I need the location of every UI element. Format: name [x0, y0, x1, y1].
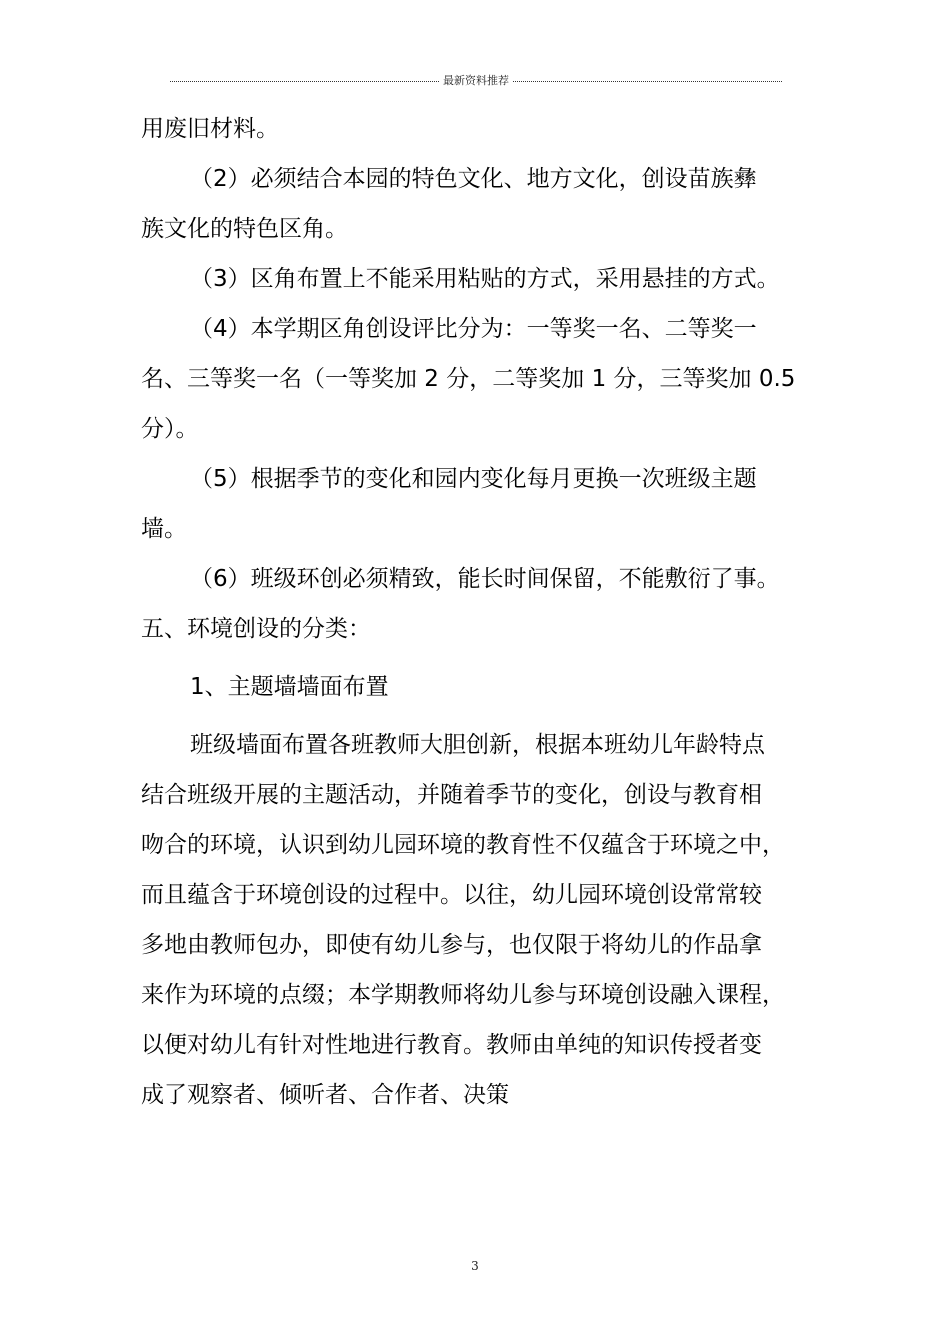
- paragraph-line: 多地由教师包办，即使有幼儿参与，也仅限于将幼儿的作品拿: [141, 932, 762, 958]
- header-title: 最新资料推荐: [443, 74, 509, 87]
- paragraph-line: 分）。: [141, 416, 199, 442]
- paragraph-line: （3）区角布置上不能采用粘贴的方式，采用悬挂的方式。: [190, 266, 780, 292]
- paragraph-line: 来作为环境的点缀；本学期教师将幼儿参与环境创设融入课程，: [141, 982, 785, 1008]
- paragraph-line: 吻合的环境，认识到幼儿园环境的教育性不仅蕴含于环境之中，: [141, 832, 785, 858]
- paragraph-line: 用废旧材料。: [141, 116, 279, 142]
- document-body: [141, 104, 811, 1120]
- header-dotted-rule-right: [513, 81, 782, 82]
- paragraph-line: 墙。: [141, 516, 187, 542]
- paragraph-line: 结合班级开展的主题活动，并随着季节的变化，创设与教育相: [141, 782, 762, 808]
- paragraph-line: （4）本学期区角创设评比分为：一等奖一名、二等奖一: [190, 316, 757, 342]
- paragraph-line: （2）必须结合本园的特色文化、地方文化，创设苗族彝: [190, 166, 757, 192]
- subsection-heading: 1、主题墙墙面布置: [190, 674, 389, 700]
- paragraph-line: 以便对幼儿有针对性地进行教育。教师由单纯的知识传授者变: [141, 1032, 762, 1058]
- page-number: 3: [471, 1259, 479, 1273]
- paragraph-line: 族文化的特色区角。: [141, 216, 348, 242]
- paragraph-line: （6）班级环创必须精致，能长时间保留，不能敷衍了事。: [190, 566, 780, 592]
- paragraph-line: 而且蕴含于环境创设的过程中。以往，幼儿园环境创设常常较: [141, 882, 762, 908]
- paragraph-line: （5）根据季节的变化和园内变化每月更换一次班级主题: [190, 466, 757, 492]
- header-dotted-rule-left: [170, 81, 439, 82]
- paragraph-line: 成了观察者、倾听者、合作者、决策: [141, 1082, 509, 1108]
- paragraph-line: 班级墙面布置各班教师大胆创新，根据本班幼儿年龄特点: [190, 732, 765, 758]
- page-header: [170, 70, 782, 90]
- paragraph-line: 名、三等奖一名（一等奖加 2 分，二等奖加 1 分，三等奖加 0.5: [141, 366, 796, 392]
- section-heading: 五、环境创设的分类：: [141, 616, 371, 642]
